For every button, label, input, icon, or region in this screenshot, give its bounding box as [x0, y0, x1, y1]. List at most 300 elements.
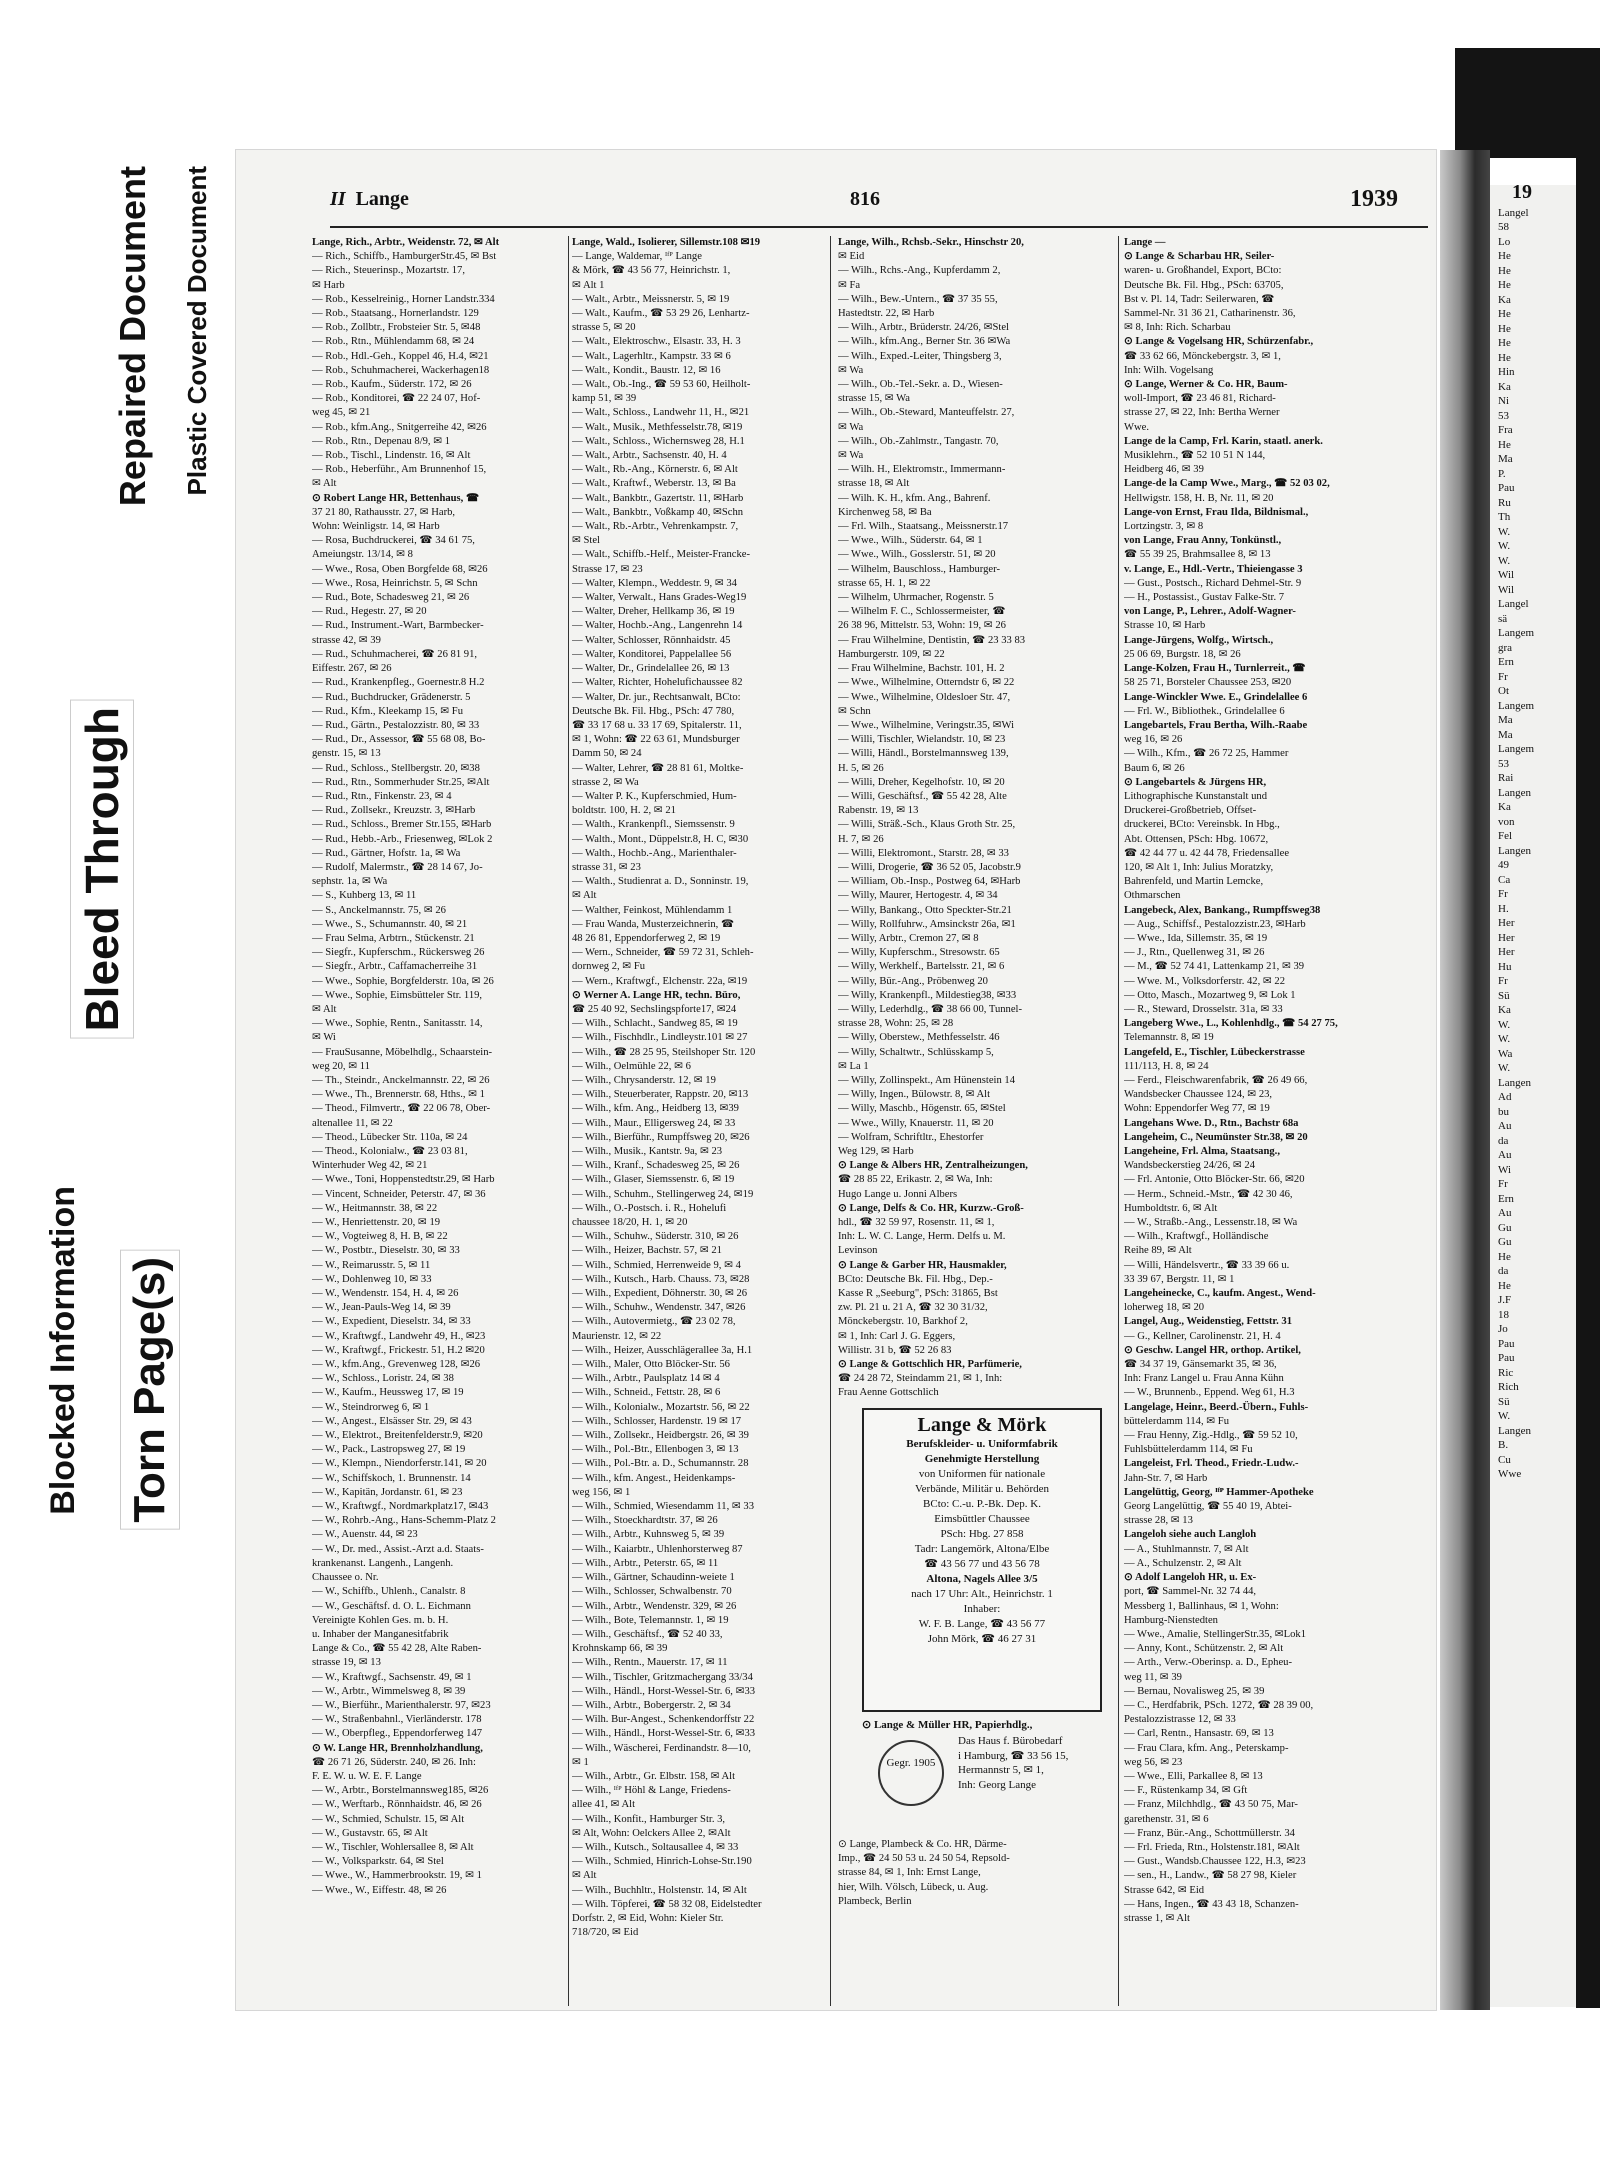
directory-entry: — Wilh., Expedient, Döhnerstr. 30, ✉ 26 — [572, 1288, 748, 1300]
directory-entry: — Wilh., Kranf., Schadesweg 25, ✉ 26 — [572, 1160, 740, 1172]
adjacent-page-line: Langen — [1498, 1424, 1531, 1437]
directory-entry: — Wilh., Händl., Horst-Wessel-Str. 6, ✉33 — [572, 1728, 756, 1740]
label-plastic-covered: Plastic Covered Document — [178, 160, 217, 501]
directory-entry: — Ferd., Fleischwarenfabrik, ☎ 26 49 66, — [1124, 1074, 1308, 1086]
directory-entry: — Wilh., Maur., Elligersweg 24, ✉ 33 — [572, 1117, 736, 1129]
directory-entry: — Wwe., Wilhelmine, Veringstr.35, ✉Wi — [838, 719, 1015, 731]
directory-entry: — Wilhelm, Uhrmacher, Rogenstr. 5 — [838, 592, 994, 604]
adjacent-page-line: Sü — [1498, 1395, 1510, 1408]
directory-entry: strasse 28, Wohn: 25, ✉ 28 — [838, 1018, 954, 1030]
directory-entry: ✉ La 1 — [838, 1060, 869, 1072]
ad-moerk-line: PSch: Hbg. 27 858 — [940, 1528, 1024, 1540]
directory-entry: — Hans, Ingen., ☎ 43 43 18, Schanzen- — [1124, 1898, 1299, 1910]
directory-entry: — Walt., Bankbtr., Gazertstr. 11, ✉Harb — [572, 492, 744, 504]
directory-entry: — Willy, Maschb., Högenstr. 65, ✉Stel — [838, 1103, 1006, 1115]
directory-entry: ✉ 1 — [572, 1756, 589, 1768]
directory-entry: Musiklehrn., ☎ 52 10 51 N 144, — [1124, 450, 1266, 462]
directory-entry: — Wilh., Wäscherei, Ferdinandstr. 8—10, — [572, 1742, 751, 1754]
directory-entry: Willistr. 31 b, ☎ 52 26 83 — [838, 1344, 952, 1356]
directory-entry: — Willy, Krankenpfl., Mildestieg38, ✉33 — [838, 989, 1017, 1001]
directory-entry: — Wilh., Kaiarbtr., Uhlenhorsterweg 87 — [572, 1543, 743, 1555]
directory-entry: Reihe 89, ✉ Alt — [1124, 1245, 1192, 1257]
directory-entry: strasse 19, ✉ 13 — [312, 1657, 381, 1669]
directory-entry: — Wwe., Toni, Hoppenstedtstr.29, ✉ Harb — [312, 1174, 495, 1186]
directory-entry: — Wwe., Wilh., Gosslerstr. 51, ✉ 20 — [838, 549, 996, 561]
directory-entry: — W., Kapitän, Jordanstr. 61, ✉ 23 — [312, 1486, 463, 1498]
directory-entry: — W., Werftarb., Rönnhaidstr. 46, ✉ 26 — [312, 1799, 482, 1811]
directory-entry: — Willy, Zollinspekt., Am Hünenstein 14 — [838, 1074, 1016, 1086]
directory-entry: — Walter, Klempn., Weddestr. 9, ✉ 34 — [572, 577, 737, 589]
directory-entry: Strasse 17, ✉ 23 — [572, 563, 643, 575]
adjacent-page-line: Pau — [1498, 1337, 1515, 1350]
directory-entry: — W., Pack., Lastropsweg 27, ✉ 19 — [312, 1444, 466, 1456]
directory-entry: Georg Langelüttig, ☎ 55 40 19, Abtei- — [1124, 1501, 1292, 1513]
directory-entry: Deutsche Bk. Fil. Hbg., PSch: 47 780, — [572, 705, 735, 717]
directory-entry: — Frau Wilhelmine, Dentistin, ☎ 23 33 83 — [838, 634, 1026, 646]
directory-entry: — Walt., Schloss., Wichernsweg 28, H.1 — [572, 435, 745, 447]
directory-entry: 33 39 67, Bergstr. 11, ✉ 1 — [1124, 1273, 1235, 1285]
directory-entry: — Wilh., Arbtr., Gr. Elbstr. 158, ✉ Alt — [572, 1770, 736, 1782]
adjacent-page-line: Langen — [1498, 844, 1531, 857]
adjacent-page-line: Ka — [1498, 293, 1511, 306]
adjacent-page-line: J.F — [1498, 1294, 1512, 1306]
directory-entry: von Lange, P., Lehrer., Adolf-Wagner- — [1124, 606, 1296, 618]
directory-entry: ✉ Alt — [312, 1003, 337, 1015]
directory-entry: ⊙ Lange & Vogelsang HR, Schürzenfabr., — [1124, 336, 1314, 348]
directory-entry: — Willi, Sträß.-Sch., Klaus Groth Str. 25, — [838, 819, 1016, 831]
adjacent-page-line: Rai — [1498, 772, 1514, 784]
mueller-line: Das Haus f. Bürobedarf — [958, 1735, 1063, 1747]
directory-entry: — Walth., Mont., Düppelstr.8, H. C, ✉30 — [572, 833, 749, 845]
directory-entry: — W., Kraftwgf., Frickestr. 51, H.2 ✉20 — [312, 1344, 485, 1356]
directory-entry: — C., Herdfabrik, PSch. 1272, ☎ 28 39 00, — [1124, 1699, 1314, 1711]
directory-entry: Telemannstr. 8, ✉ 19 — [1124, 1032, 1214, 1044]
directory-entry: ✉ Alt 1 — [572, 279, 605, 291]
directory-entry: — Walter, Dr., Grindelallee 26, ✉ 13 — [572, 663, 730, 675]
directory-entry: ⊙ Adolf Langeloh HR, u. Ex- — [1124, 1572, 1257, 1584]
directory-entry: — Wern., Kraftwgf., Elchenstr. 22a, ✉19 — [572, 975, 748, 987]
adjacent-page-line: Ka — [1498, 380, 1511, 393]
directory-entry: — Walt., Ob.-Ing., ☎ 59 53 60, Heilholt- — [572, 379, 751, 391]
directory-entry: — Wilh., Autovermietg., ☎ 23 02 78, — [572, 1316, 736, 1328]
directory-entry: Lange-de la Camp Wwe., Marg., ☎ 52 03 02, — [1124, 478, 1330, 490]
directory-entry: Strasse 642, ✉ Eid — [1124, 1884, 1205, 1896]
founded-seal — [878, 1740, 944, 1806]
adjacent-page-line: Au — [1498, 1120, 1512, 1132]
directory-entry: Humboldtstr. 6, ✉ Alt — [1124, 1202, 1218, 1214]
directory-entry: Langebartels, Frau Bertha, Wilh.-Raabe — [1124, 719, 1308, 731]
ad-lange-mueller — [862, 1718, 1112, 1828]
directory-entry: Krohnskamp 66, ✉ 39 — [572, 1643, 668, 1655]
directory-entry: Langeberg Wwe., L., Kohlenhdlg., ☎ 54 27 75, — [1124, 1018, 1338, 1030]
directory-entry: — Rudolf, Malermstr., ☎ 28 14 67, Jo- — [312, 861, 483, 873]
label-bleed-through: Bleed Through — [70, 700, 134, 1039]
ad-moerk-line: Eimsbüttler Chaussee — [934, 1513, 1030, 1525]
directory-entry: — W., Arbtr., Wimmelsweg 8, ✉ 39 — [312, 1685, 466, 1697]
ad-moerk-line: nach 17 Uhr: Alt., Heinrichstr. 1 — [911, 1588, 1053, 1600]
directory-entry: — Rud., Schuhmacherei, ☎ 26 81 91, — [312, 648, 478, 660]
directory-entry: Langebeck, Alex, Bankang., Rumpffsweg38 — [1124, 904, 1321, 916]
directory-entry: — Wilh., Gärtner, Schaudinn-weiete 1 — [572, 1572, 735, 1584]
directory-entry: ⊙ Lange & Garber HR, Hausmakler, — [838, 1259, 1007, 1271]
directory-entry: Chaussee o. Nr. — [312, 1572, 379, 1584]
directory-entry: ☎ 33 17 68 u. 33 17 69, Spitalerstr. 11, — [572, 719, 742, 731]
directory-entry: — Wilh., Glaser, Siemssenstr. 6, ✉ 19 — [572, 1174, 735, 1186]
directory-entry: — Wilhelm F. C., Schlossermeister, ☎ — [838, 606, 1006, 618]
directory-entry: — Rud., Zollsekr., Kreuzstr. 3, ✉Harb — [312, 805, 476, 817]
directory-entry: ⊙ Werner A. Lange HR, techn. Büro, — [572, 989, 741, 1001]
adjacent-page-line: 53 — [1498, 409, 1509, 422]
directory-entry: — W., Auenstr. 44, ✉ 23 — [312, 1529, 418, 1541]
directory-entry: — W., Straßb.-Ang., Lessenstr.18, ✉ Wa — [1124, 1217, 1298, 1229]
mueller-line: Inh: Georg Lange — [958, 1778, 1036, 1791]
directory-entry: — Frau Selma, Arbtrn., Stückenstr. 21 — [312, 932, 475, 944]
directory-entry: Maurienstr. 12, ✉ 22 — [572, 1330, 662, 1342]
directory-entry: — Rob., Hdl.-Geh., Koppel 46, H.4, ✉21 — [312, 350, 489, 362]
directory-entry: — Wwe., Elli, Parkallee 8, ✉ 13 — [1124, 1770, 1263, 1782]
directory-entry: ✉ Wi — [312, 1032, 336, 1044]
directory-entry: — F., Rüstenkamp 34, ✉ Gft — [1124, 1785, 1248, 1797]
directory-entry: Langehans Wwe. D., Rtn., Bachstr 68a — [1124, 1117, 1299, 1129]
column-1 — [312, 236, 566, 2006]
directory-entry: strasse 18, ✉ Alt — [838, 478, 910, 490]
directory-entry: — Walt., Elektroschw., Elsastr. 33, H. 3 — [572, 336, 741, 348]
directory-entry: Kirchenweg 58, ✉ Ba — [838, 506, 932, 518]
directory-entry: — W., Volksparkstr. 64, ✉ Stel — [312, 1856, 444, 1868]
column-separator — [830, 236, 831, 2006]
directory-entry: — Wilh., Schlacht., Sandweg 85, ✉ 19 — [572, 1018, 738, 1030]
directory-entry: — Willy, Oberstew., Methfesselstr. 46 — [838, 1032, 1000, 1044]
directory-entry: weg 45, ✉ 21 — [312, 407, 371, 419]
directory-entry: — S., Anckelmannstr. 75, ✉ 26 — [312, 904, 446, 916]
adjacent-page-line: da — [1498, 1134, 1509, 1147]
directory-entry: — Walter P. K., Kupferschmied, Hum- — [572, 790, 737, 802]
directory-entry: — William, Ob.-Insp., Postweg 64, ✉Harb — [838, 876, 1021, 888]
directory-entry: — Wilh., Ob.-Steward, Manteuffelstr. 27, — [838, 407, 1015, 419]
directory-entry: — Wilh., Kutsch., Soltausallee 4, ✉ 33 — [572, 1841, 739, 1853]
column-4 — [1124, 236, 1386, 2006]
directory-entry: ✉ Alt — [572, 1870, 597, 1882]
directory-entry: — W., Heitmannstr. 38, ✉ 22 — [312, 1202, 438, 1214]
directory-entry: — W., kfm.Ang., Grevenweg 128, ✉26 — [312, 1359, 481, 1371]
directory-entry: — Willi, Dreher, Kegelhofstr. 10, ✉ 20 — [838, 776, 1005, 788]
page-header — [330, 188, 1430, 222]
label-torn-pages: Torn Page(s) — [120, 1250, 180, 1530]
directory-entry: — W., Tischler, Wohlersallee 8, ✉ Alt — [312, 1841, 474, 1853]
directory-entry: ✉ 8, Inh: Rich. Scharbau — [1124, 322, 1231, 334]
directory-entry: — Wwe., Rosa, Oben Borgfelde 68, ✉26 — [312, 563, 488, 575]
directory-entry: chaussee 18/20, H. 1, ✉ 20 — [572, 1217, 688, 1229]
book-gutter — [1440, 150, 1490, 2010]
directory-entry: — Rob., Kaufm., Süderstr. 172, ✉ 26 — [312, 379, 472, 391]
directory-entry: — Wilh., Tischler, Gritzmachergang 33/34 — [572, 1671, 753, 1683]
directory-entry: ☎ 42 44 77 u. 42 44 78, Friedensallee — [1124, 847, 1290, 859]
directory-entry: — Wilh., Zollsekr., Heidbergstr. 26, ✉ 39 — [572, 1430, 749, 1442]
directory-entry: Wohn: Weinligstr. 14, ✉ Harb — [312, 521, 440, 533]
directory-entry: — Willy, Lederhdlg., ☎ 38 66 00, Tunnel- — [838, 1003, 1023, 1015]
directory-entry: Lithographische Kunstanstalt und — [1124, 790, 1267, 802]
plambeck-line: Plambeck, Berlin — [838, 1895, 912, 1907]
adjacent-page-line: P. — [1498, 467, 1506, 480]
adjacent-page-line: Lo — [1498, 235, 1511, 248]
directory-entry: BCto: Deutsche Bk. Fil. Hbg., Dep.- — [838, 1273, 993, 1285]
ad-moerk-line: Genehmigte Herstellung — [924, 1453, 1040, 1465]
directory-entry: — Walter, Schlosser, Rönnhaidstr. 45 — [572, 634, 731, 646]
directory-entry: Langelage, Heinr., Beerd.-Übern., Fuhls- — [1124, 1401, 1309, 1413]
ad-moerk-title: Lange & Mörk — [917, 1414, 1047, 1436]
directory-entry: — Wilh. K. H., kfm. Ang., Bahrenf. — [838, 492, 991, 504]
directory-entry: — Rosa, Buchdruckerei, ☎ 34 61 75, — [312, 535, 475, 547]
directory-entry: 26 38 96, Mittelstr. 53, Wohn: 19, ✉ 26 — [838, 620, 1006, 632]
page-number: 816 — [850, 188, 880, 210]
directory-entry: — Wwe., S., Schumannstr. 40, ✉ 21 — [312, 918, 468, 930]
adjacent-page-line: Gu — [1498, 1221, 1512, 1234]
directory-entry: — Th., Steindr., Anckelmannstr. 22, ✉ 26 — [312, 1074, 490, 1086]
directory-entry: ✉ Wa — [838, 450, 864, 462]
directory-entry: Lange — — [1124, 237, 1166, 248]
directory-entry: — Wwe., W., Eiffestr. 48, ✉ 26 — [312, 1884, 447, 1896]
directory-entry: — Wilh., Rchs.-Ang., Kupferdamm 2, — [838, 265, 1001, 277]
adjacent-page-line: Ni — [1498, 395, 1509, 407]
adjacent-page-line: Langel — [1498, 206, 1529, 219]
directory-entry: — Willi, Tischler, Wielandstr. 10, ✉ 23 — [838, 734, 1006, 746]
adjacent-page-line: Hu — [1498, 960, 1512, 973]
directory-entry: ☎ 34 37 19, Gänsemarkt 35, ✉ 36, — [1124, 1359, 1277, 1371]
directory-entry: — Rob., Konditorei, ☎ 22 24 07, Hof- — [312, 393, 481, 405]
directory-entry: — W., Straßenbahnl., Vierländerstr. 178 — [312, 1714, 482, 1726]
directory-entry: Strasse 10, ✉ Harb — [1124, 620, 1206, 632]
directory-entry: — W., Oberpfleg., Eppendorferweg 147 — [312, 1728, 483, 1740]
directory-entry: ⊙ Geschw. Langel HR, orthop. Artikel, — [1124, 1344, 1301, 1356]
directory-entry: — Walt., Rb.-Ang., Körnerstr. 6, ✉ Alt — [572, 464, 738, 476]
directory-entry: — Willy, Schaltwtr., Schlüsskamp 5, — [838, 1046, 994, 1058]
directory-entry: Hamburg-Nienstedten — [1124, 1614, 1218, 1626]
adjacent-page-line: Her — [1498, 946, 1515, 958]
adjacent-page-line: Ern — [1498, 1192, 1514, 1205]
directory-entry: Weg 129, ✉ Harb — [838, 1146, 914, 1157]
directory-entry: — W., Arbtr., Borstelmannsweg185, ✉26 — [312, 1785, 489, 1797]
directory-entry: — Walth., Studienrat a. D., Sonninstr. 19, — [572, 876, 749, 888]
adjacent-page-line: 53 — [1498, 757, 1509, 770]
directory-entry: zw. Pl. 21 u. 21 A, ☎ 32 30 31/32, — [838, 1302, 988, 1314]
directory-entry: — Walter, Richter, Hohelufichaussee 82 — [572, 677, 743, 689]
directory-entry: Kasse R „Seeburg", PSch: 31865, Bst — [838, 1288, 998, 1300]
directory-entry: — Wilh., Geschäftsf., ☎ 52 40 33, — [572, 1628, 723, 1640]
directory-entry: altenallee 11, ✉ 22 — [312, 1117, 393, 1129]
adjacent-page-line: Fr — [1498, 670, 1508, 683]
directory-entry: — A., Stuhlmannstr. 7, ✉ Alt — [1124, 1543, 1249, 1555]
directory-entry: Inh: Franz Langel u. Frau Anna Kühn — [1124, 1373, 1284, 1385]
directory-entry: strasse 28, ✉ 13 — [1124, 1515, 1193, 1527]
directory-entry: — Gust., Postsch., Richard Dehmel-Str. 9 — [1124, 577, 1302, 589]
directory-entry: 37 21 80, Rathausstr. 27, ✉ Harb, — [312, 506, 456, 518]
directory-entry: büttelerdamm 114, ✉ Fu — [1124, 1415, 1229, 1427]
adjacent-page-year: 19 — [1512, 185, 1532, 203]
adjacent-page-line: He — [1498, 279, 1511, 291]
directory-entry: — Wilh., Pol.-Btr. a. D., Schumannstr. 28 — [572, 1458, 749, 1470]
directory-entry: — Rud., Bote, Schadesweg 21, ✉ 26 — [312, 592, 470, 604]
directory-entry: — Walt., Musik., Methfesselstr.78, ✉19 — [572, 421, 743, 433]
directory-entry: — Willy, Bankang., Otto Speckter-Str.21 — [838, 904, 1012, 916]
directory-entry: — Walth., Hochb.-Ang., Marienthaler- — [572, 847, 737, 859]
directory-entry: — Wilh., Kraftwgf., Holländische — [1124, 1231, 1269, 1243]
ad-moerk-line: Altona, Nagels Allee 3/5 — [926, 1573, 1038, 1585]
directory-entry: & Mörk, ☎ 43 56 77, Heinrichstr. 1, — [572, 265, 731, 277]
directory-entry: Bst v. Pl. 14, Tadr: Seilerwaren, ☎ — [1124, 293, 1275, 305]
directory-entry: strasse 27, ✉ 22, Inh: Bertha Werner — [1124, 407, 1280, 419]
directory-entry: ☎ 33 62 66, Mönckebergstr. 3, ✉ 1, — [1124, 350, 1281, 362]
directory-entry: Sammel-Nr. 31 36 21, Catharinenstr. 36, — [1124, 308, 1296, 320]
adjacent-page-line: Ot — [1498, 685, 1509, 697]
directory-entry: dornweg 2, ✉ Fu — [572, 961, 646, 973]
column-2 — [572, 236, 828, 2006]
adjacent-page-line: Fel — [1498, 830, 1513, 842]
ad-moerk-line: W. F. B. Lange, ☎ 43 56 77 — [918, 1618, 1046, 1630]
directory-entry: — Wilh., Oelmühle 22, ✉ 6 — [572, 1060, 691, 1072]
adjacent-page-line: Hin — [1498, 366, 1515, 378]
adjacent-page-line: Fra — [1498, 424, 1513, 436]
adjacent-page-line: Langen — [1498, 1076, 1531, 1089]
mueller-line: i Hamburg, ☎ 33 56 15, — [958, 1749, 1069, 1762]
directory-entry: Wohn: Eppendorfer Weg 77, ✉ 19 — [1124, 1103, 1270, 1115]
directory-entry: — Willi, Händl., Borstelmannsweg 139, — [838, 748, 1009, 760]
directory-entry: u. Inhaber der Manganesitfabrik — [312, 1628, 449, 1640]
directory-entry: — Wilh., Stoeckhardtstr. 37, ✉ 26 — [572, 1515, 718, 1527]
ad-moerk-line: BCto: C.-u. P.-Bk. Dep. K. — [923, 1498, 1041, 1510]
adjacent-page-line: gra — [1498, 641, 1513, 654]
adjacent-page-line: Langel — [1498, 598, 1529, 610]
directory-entry: Hastedtstr. 22, ✉ Harb — [838, 308, 935, 320]
directory-entry: — Theod., Filmvertr., ☎ 22 06 78, Ober- — [312, 1103, 491, 1115]
directory-entry: — Frl. Antonie, Otto Blöcker-Str. 66, ✉20 — [1124, 1174, 1305, 1186]
mueller-details — [958, 1734, 1068, 1792]
directory-entry: von Lange, Frau Anny, Tonkünstl., — [1124, 535, 1282, 547]
adjacent-page-line: Wil — [1498, 569, 1515, 581]
directory-entry: strasse 5, ✉ 20 — [572, 322, 636, 334]
directory-entry: ⊙ Robert Lange HR, Bettenhaus, ☎ — [312, 492, 480, 504]
directory-entry: — Rud., Gärtner, Hofstr. 1a, ✉ Wa — [312, 847, 461, 859]
directory-entry: — Rud., Gärtn., Pestalozzistr. 80, ✉ 33 — [312, 719, 480, 731]
adjacent-page-line: W. — [1498, 1062, 1511, 1074]
directory-entry: strasse 65, H. 1, ✉ 22 — [838, 577, 931, 589]
adjacent-page-line: Th — [1498, 511, 1511, 523]
directory-entry: — W., Klempn., Niendorferstr.141, ✉ 20 — [312, 1458, 487, 1470]
directory-entry: ⊙ Lange & Gottschlich HR, Parfümerie, — [838, 1359, 1022, 1371]
directory-entry: — Wilh., kfm.Ang., Berner Str. 36 ✉Wa — [838, 336, 1011, 348]
adjacent-page-line: Ern — [1498, 656, 1514, 668]
directory-entry: — Willy, Maurer, Hertogestr. 4, ✉ 34 — [838, 890, 998, 902]
adjacent-page-line: Wwe — [1498, 1468, 1522, 1480]
directory-entry: — Walt., Kaufm., ☎ 53 29 26, Lenhartz- — [572, 308, 750, 320]
adjacent-page-line: Ma — [1498, 714, 1513, 726]
plambeck-line: Imp., ☎ 24 50 53 u. 24 50 54, Repsold- — [838, 1853, 1010, 1865]
directory-entry: v. Lange, E., Hdl.-Vertr., Thieiengasse 3 — [1124, 563, 1303, 575]
directory-entry: — Wilh. Töpferei, ☎ 58 32 08, Eidelstedter — [572, 1898, 762, 1910]
directory-entry: — Rob., Zollbtr., Frobsteier Str. 5, ✉48 — [312, 322, 481, 334]
directory-entry: — Rob., Tischl., Lindenstr. 16, ✉ Alt — [312, 450, 471, 462]
ad-moerk-line: von Uniformen für nationale — [918, 1468, 1046, 1480]
directory-entry: 25 06 69, Burgstr. 18, ✉ 26 — [1124, 648, 1241, 660]
adjacent-page-line: W. — [1498, 1033, 1511, 1045]
directory-entry: — Wilh., Fischhdlr., Lindleystr.101 ✉ 27 — [572, 1032, 748, 1044]
directory-entry: waren- u. Großhandel, Export, BCto: — [1124, 265, 1282, 277]
directory-entry: — Franz, Milchhdlg., ☎ 43 50 75, Mar- — [1124, 1799, 1298, 1811]
directory-entry: Lortzingstr. 3, ✉ 8 — [1124, 521, 1204, 533]
directory-entry: — Wilh., Arbtr., Paulsplatz 14 ✉ 4 — [572, 1373, 720, 1385]
header-name: Lange — [355, 188, 409, 210]
directory-entry: — Wwe., Sophie, Rentn., Sanitasstr. 14, — [312, 1018, 483, 1030]
directory-entry: — Willi, Geschäftsf., ☎ 55 42 28, Alte — [838, 790, 1007, 802]
directory-entry: — Walt., Kondit., Baustr. 12, ✉ 16 — [572, 364, 721, 376]
directory-entry: — Rud., Instrument.-Wart, Barmbecker- — [312, 620, 484, 632]
directory-entry: Lange, Rich., Arbtr., Weidenstr. 72, ✉ Alt — [312, 237, 500, 248]
directory-entry: — Vincent, Schneider, Peterstr. 47, ✉ 36 — [312, 1188, 486, 1200]
directory-entry: — Wilh., Schmied, Hinrich-Lohse-Str.190 — [572, 1856, 752, 1868]
ad-moerk-line: Tadr: Langemörk, Altona/Elbe — [914, 1543, 1050, 1555]
adjacent-page-line: Wa — [1498, 1047, 1513, 1060]
directory-entry: — W., Geschäftsf. d. O. L. Eichmann — [312, 1600, 471, 1612]
directory-entry: — W., Reimarusstr. 5, ✉ 11 — [312, 1259, 431, 1271]
directory-entry: — Wilh., Schmied, Wiesendamm 11, ✉ 33 — [572, 1501, 755, 1513]
directory-entry: — sen., H., Landw., ☎ 58 27 98, Kieler — [1124, 1870, 1297, 1882]
directory-entry: ☎ 25 40 92, Sechslingspforte17, ✉24 — [572, 1003, 737, 1015]
directory-entry: — W., Gustavstr. 65, ✉ Alt — [312, 1827, 428, 1839]
directory-entry: — Wwe., Wilhelmine, Oldesloer Str. 47, — [838, 691, 1011, 703]
directory-entry: — Wilh., Schlosser, Schwalbenstr. 70 — [572, 1586, 732, 1598]
directory-entry: — Rud., Dr., Assessor, ☎ 55 68 08, Bo- — [312, 734, 486, 746]
directory-entry: — Wilh., Ob.-Tel.-Sekr. a. D., Wiesen- — [838, 379, 1003, 391]
directory-entry: ✉ 1, Inh: Carl J. G. Eggers, — [838, 1330, 956, 1342]
directory-entry: — Rich., Steuerinsp., Mozartstr. 17, — [312, 265, 466, 277]
directory-entry: — Walter, Dreher, Hellkamp 36, ✉ 19 — [572, 606, 735, 618]
directory-entry: Lange & Co., ☎ 55 42 28, Alte Raben- — [312, 1643, 482, 1655]
adjacent-page-line: Langen — [1498, 786, 1531, 799]
directory-entry: — Wilh., Arbtr., Kuhnsweg 5, ✉ 39 — [572, 1529, 725, 1541]
directory-entry: — Wilh., Pol.-Btr., Ellenbogen 3, ✉ 13 — [572, 1444, 739, 1456]
adjacent-page-line: He — [1498, 264, 1511, 277]
directory-entry: — Theod., Lübecker Str. 110a, ✉ 24 — [312, 1131, 468, 1143]
directory-entry: — Frau Henny, Zig.-Hdlg., ☎ 59 52 10, — [1124, 1430, 1298, 1442]
adjacent-page-line: H. — [1498, 902, 1509, 915]
directory-entry: — Willi, Drogerie, ☎ 36 52 05, Jacobstr.9 — [838, 861, 1021, 873]
directory-entry: Vereinigte Kohlen Ges. m. b. H. — [312, 1614, 449, 1626]
directory-entry: Langeloh siehe auch Langloh — [1124, 1529, 1257, 1541]
directory-entry: — W., Schloss., Loristr. 24, ✉ 38 — [312, 1373, 454, 1385]
adjacent-page-line: Ric — [1498, 1366, 1514, 1379]
directory-entry: — Willy, Bür.-Ang., Pröbenweg 20 — [838, 975, 988, 987]
mueller-title: ⊙ Lange & Müller HR, Papierhdlg., — [862, 1719, 1033, 1731]
directory-entry: ✉ 1, Wohn: ☎ 22 63 61, Mundsburger — [572, 734, 740, 746]
directory-entry: Langefeld, E., Tischler, Lübeckerstrasse — [1124, 1046, 1305, 1058]
directory-entry: — Wwe., Sophie, Eimsbütteler Str. 119, — [312, 989, 483, 1001]
directory-entry: 111/113, H. 8, ✉ 24 — [1124, 1060, 1209, 1072]
directory-entry: ✉ Eid — [838, 251, 865, 263]
directory-entry: — Rob., Rtn., Depenau 8/9, ✉ 1 — [312, 435, 451, 447]
label-repaired-document: Repaired Document — [108, 160, 158, 512]
directory-entry: — Rud., Kfm., Kleekamp 15, ✉ Fu — [312, 705, 463, 717]
directory-entry: H. 5, ✉ 26 — [838, 762, 884, 774]
adjacent-page-line: Ma — [1498, 728, 1513, 741]
adjacent-page-line: He — [1498, 351, 1511, 364]
directory-entry: — Rich., Schiffb., HamburgerStr.45, ✉ Bst — [312, 251, 497, 263]
directory-entry: — Wilh. H., Elektromstr., Immermann- — [838, 464, 1006, 476]
directory-entry: — W., Bierführ., Marienthalerstr. 97, ✉23 — [312, 1699, 491, 1711]
directory-entry: — W., Elektrot., Breitenfelderstr.9, ✉20 — [312, 1430, 483, 1442]
directory-entry: Langeheim, C., Neumünster Str.38, ✉ 20 — [1124, 1131, 1308, 1143]
directory-entry: — Willy, Rollfuhrw., Amsinckstr 26a, ✉1 — [838, 918, 1016, 930]
directory-entry: F. E. W. u. W. E. F. Lange — [312, 1770, 422, 1782]
directory-entry: ✉ Stel — [572, 535, 601, 547]
